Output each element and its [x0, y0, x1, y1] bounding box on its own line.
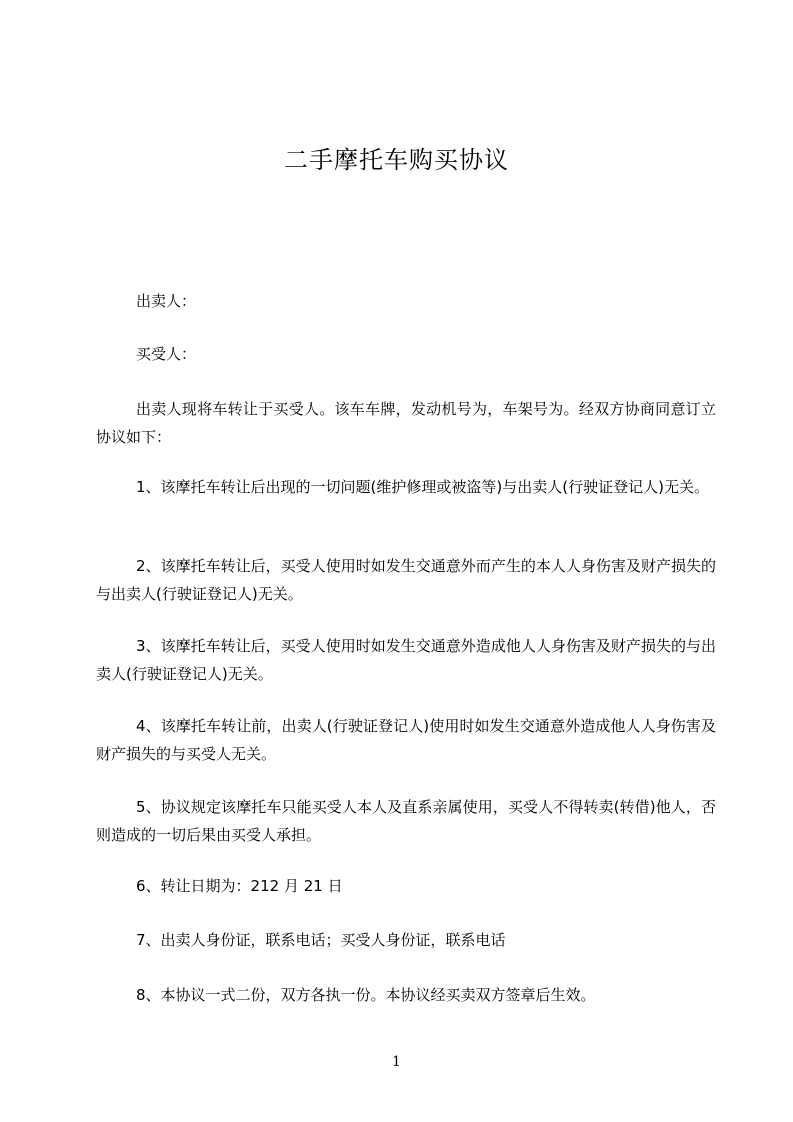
clause-8: 8、本协议一式二份，双方各执一份。本协议经买卖双方签章后生效。: [136, 986, 596, 1004]
clause-5: 5、协议规定该摩托车只能买受人本人及直系亲属使用，买受人不得转卖(转借)他人，否则造成的一切后果由买受人承担。: [96, 798, 716, 844]
seller-label: 出卖人：: [136, 292, 197, 310]
clause-6: 6、转让日期为：212 月 21 日: [136, 877, 343, 895]
clause-1: 1、该摩托车转让后出现的一切问题(维护修理或被盗等)与出卖人(行驶证登记人)无关。: [136, 478, 709, 496]
intro-paragraph: 出卖人现将车转让于买受人。该车车牌，发动机号为，车架号为。经双方协商同意订立协议如下：: [96, 400, 716, 446]
page-number: 1: [392, 1054, 401, 1070]
document-title: 二手摩托车购买协议: [284, 146, 509, 174]
clause-3: 3、该摩托车转让后，买受人使用时如发生交通意外造成他人人身伤害及财产损失的与出卖人(行驶证登记人)无关。: [96, 637, 716, 683]
clause-2: 2、该摩托车转让后，买受人使用时如发生交通意外而产生的本人人身伤害及财产损失的与出卖人(行驶证登记人)无关。: [96, 557, 716, 603]
buyer-label: 买受人：: [136, 345, 197, 363]
clause-7: 7、出卖人身份证，联系电话；买受人身份证，联系电话: [136, 931, 506, 949]
clause-4: 4、该摩托车转让前，出卖人(行驶证登记人)使用时如发生交通意外造成他人人身伤害及财产损失的与买受人无关。: [96, 717, 716, 763]
